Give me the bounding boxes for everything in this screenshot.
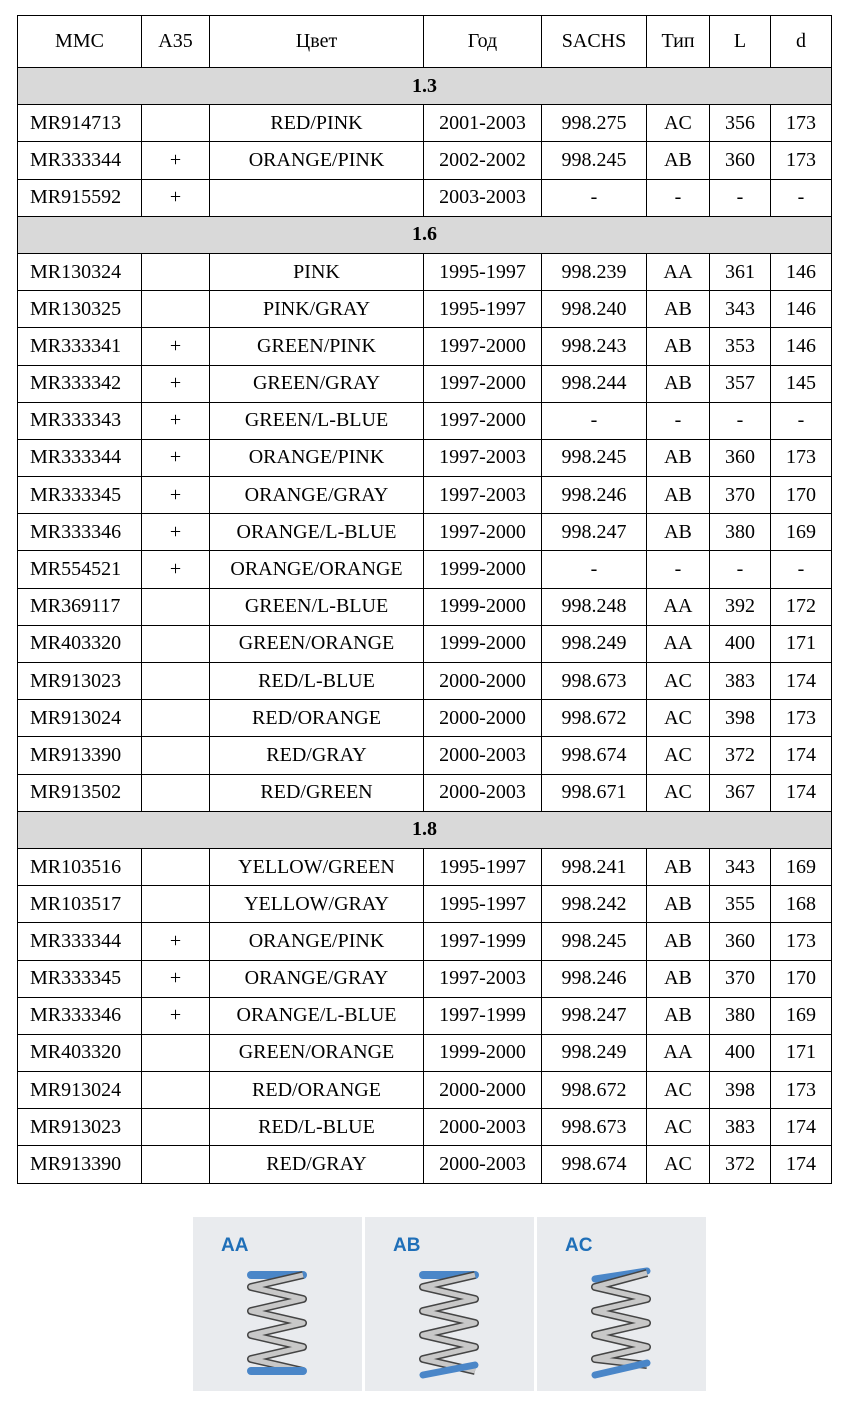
cell-length: 398: [710, 1072, 771, 1109]
table-row: [18, 551, 832, 588]
group-title: 1.3: [18, 68, 832, 105]
cell-type: AB: [647, 142, 710, 179]
cell-length: 360: [710, 923, 771, 960]
cell-diameter: 173: [771, 1072, 832, 1109]
cell-sachs: 998.249: [542, 625, 647, 662]
cell-mmc: MR130324: [18, 253, 142, 290]
cell-sachs: 998.241: [542, 848, 647, 885]
cell-year: 1999-2000: [424, 551, 542, 588]
cell-mmc: MR913390: [18, 737, 142, 774]
cell-diameter: 169: [771, 848, 832, 885]
cell-color: ORANGE/GRAY: [210, 960, 424, 997]
cell-length: 398: [710, 700, 771, 737]
cell-a35: [142, 625, 210, 662]
cell-diameter: 168: [771, 886, 832, 923]
table-row: [18, 923, 832, 960]
cell-length: 372: [710, 737, 771, 774]
table-row: [18, 179, 832, 216]
cell-length: -: [710, 179, 771, 216]
cell-length: 356: [710, 105, 771, 142]
cell-type: AB: [647, 365, 710, 402]
spring-type-label: AB: [393, 1235, 421, 1256]
cell-year: 1997-2003: [424, 477, 542, 514]
cell-length: 355: [710, 886, 771, 923]
cell-year: 1997-2003: [424, 960, 542, 997]
group-header-row: [18, 216, 832, 253]
cell-length: 372: [710, 1146, 771, 1183]
group-title: 1.8: [18, 811, 832, 848]
cell-year: 1999-2000: [424, 1034, 542, 1071]
cell-diameter: -: [771, 551, 832, 588]
table-row: [18, 848, 832, 885]
cell-a35: [142, 588, 210, 625]
cell-a35: [142, 700, 210, 737]
cell-color: ORANGE/ORANGE: [210, 551, 424, 588]
cell-mmc: MR369117: [18, 588, 142, 625]
cell-color: ORANGE/PINK: [210, 142, 424, 179]
cell-a35: +: [142, 551, 210, 588]
header-color: Цвет: [210, 16, 424, 68]
table-row: [18, 886, 832, 923]
spring-type-ac-panel: [537, 1217, 706, 1391]
cell-sachs: 998.672: [542, 700, 647, 737]
cell-color: RED/GREEN: [210, 774, 424, 811]
cell-a35: [142, 1072, 210, 1109]
cell-length: -: [710, 402, 771, 439]
cell-year: 2000-2003: [424, 737, 542, 774]
cell-diameter: 169: [771, 997, 832, 1034]
cell-diameter: 174: [771, 1109, 832, 1146]
cell-length: 380: [710, 997, 771, 1034]
cell-year: 1995-1997: [424, 291, 542, 328]
cell-a35: +: [142, 477, 210, 514]
cell-color: GREEN/GRAY: [210, 365, 424, 402]
cell-color: GREEN/PINK: [210, 328, 424, 365]
cell-year: 2000-2000: [424, 663, 542, 700]
cell-sachs: 998.240: [542, 291, 647, 328]
cell-diameter: 173: [771, 700, 832, 737]
group-header-row: [18, 68, 832, 105]
cell-mmc: MR333346: [18, 997, 142, 1034]
cell-diameter: 171: [771, 1034, 832, 1071]
cell-a35: +: [142, 402, 210, 439]
header-a35: A35: [142, 16, 210, 68]
cell-sachs: 998.242: [542, 886, 647, 923]
cell-year: 1997-2000: [424, 328, 542, 365]
spring-type-label: AA: [221, 1235, 249, 1256]
cell-year: 2001-2003: [424, 105, 542, 142]
table-row: [18, 1109, 832, 1146]
cell-color: GREEN/L-BLUE: [210, 402, 424, 439]
cell-type: AC: [647, 1072, 710, 1109]
cell-type: AB: [647, 291, 710, 328]
cell-mmc: MR913024: [18, 1072, 142, 1109]
cell-type: AB: [647, 960, 710, 997]
cell-mmc: MR403320: [18, 1034, 142, 1071]
cell-type: AC: [647, 737, 710, 774]
table-row: [18, 960, 832, 997]
group-header-row: [18, 811, 832, 848]
cell-sachs: 998.243: [542, 328, 647, 365]
header-sachs: SACHS: [542, 16, 647, 68]
spring-ab-icon: [417, 1265, 481, 1381]
cell-mmc: MR103516: [18, 848, 142, 885]
cell-type: AC: [647, 774, 710, 811]
cell-year: 1997-2003: [424, 439, 542, 476]
cell-length: -: [710, 551, 771, 588]
cell-a35: +: [142, 923, 210, 960]
cell-color: RED/PINK: [210, 105, 424, 142]
cell-color: ORANGE/PINK: [210, 439, 424, 476]
cell-sachs: 998.246: [542, 960, 647, 997]
cell-sachs: 998.249: [542, 1034, 647, 1071]
table-row: [18, 253, 832, 290]
cell-color: YELLOW/GREEN: [210, 848, 424, 885]
cell-year: 2003-2003: [424, 179, 542, 216]
cell-type: AB: [647, 477, 710, 514]
cell-sachs: 998.245: [542, 923, 647, 960]
cell-length: 370: [710, 960, 771, 997]
cell-year: 2000-2000: [424, 1072, 542, 1109]
cell-color: RED/ORANGE: [210, 700, 424, 737]
cell-length: 380: [710, 514, 771, 551]
cell-year: 1997-2000: [424, 402, 542, 439]
cell-type: AA: [647, 1034, 710, 1071]
cell-year: 1995-1997: [424, 886, 542, 923]
cell-diameter: 174: [771, 774, 832, 811]
spring-type-legend: [193, 1217, 705, 1391]
header-year: Год: [424, 16, 542, 68]
cell-type: AA: [647, 588, 710, 625]
cell-color: PINK/GRAY: [210, 291, 424, 328]
cell-diameter: 173: [771, 105, 832, 142]
cell-mmc: MR333344: [18, 923, 142, 960]
header-length: L: [710, 16, 771, 68]
cell-year: 1995-1997: [424, 848, 542, 885]
cell-diameter: 170: [771, 477, 832, 514]
cell-mmc: MR403320: [18, 625, 142, 662]
cell-year: 2000-2003: [424, 774, 542, 811]
cell-a35: +: [142, 179, 210, 216]
cell-diameter: -: [771, 179, 832, 216]
cell-mmc: MR913502: [18, 774, 142, 811]
cell-sachs: 998.245: [542, 142, 647, 179]
cell-length: 357: [710, 365, 771, 402]
table-body: [18, 68, 832, 1184]
cell-sachs: 998.248: [542, 588, 647, 625]
cell-sachs: 998.247: [542, 997, 647, 1034]
table-row: [18, 737, 832, 774]
cell-diameter: 146: [771, 291, 832, 328]
table-row: [18, 402, 832, 439]
cell-length: 392: [710, 588, 771, 625]
cell-length: 400: [710, 1034, 771, 1071]
cell-mmc: MR333345: [18, 477, 142, 514]
cell-type: AC: [647, 700, 710, 737]
cell-a35: +: [142, 439, 210, 476]
table-row: [18, 1146, 832, 1183]
cell-color: GREEN/L-BLUE: [210, 588, 424, 625]
cell-year: 2000-2003: [424, 1109, 542, 1146]
cell-year: 2000-2003: [424, 1146, 542, 1183]
cell-sachs: -: [542, 179, 647, 216]
table-row: [18, 1034, 832, 1071]
cell-length: 400: [710, 625, 771, 662]
cell-type: AA: [647, 253, 710, 290]
cell-type: AC: [647, 1109, 710, 1146]
cell-mmc: MR333345: [18, 960, 142, 997]
cell-sachs: 998.673: [542, 663, 647, 700]
cell-mmc: MR130325: [18, 291, 142, 328]
spring-table: [17, 15, 832, 1184]
cell-type: AB: [647, 328, 710, 365]
cell-length: 361: [710, 253, 771, 290]
table-row: [18, 625, 832, 662]
cell-sachs: 998.674: [542, 737, 647, 774]
table-row: [18, 774, 832, 811]
table-row: [18, 105, 832, 142]
cell-year: 1997-1999: [424, 997, 542, 1034]
cell-length: 353: [710, 328, 771, 365]
cell-year: 2000-2000: [424, 700, 542, 737]
cell-year: 1997-2000: [424, 514, 542, 551]
table-row: [18, 142, 832, 179]
cell-mmc: MR333344: [18, 439, 142, 476]
cell-length: 343: [710, 291, 771, 328]
spring-type-label: AC: [565, 1235, 593, 1256]
table-row: [18, 1072, 832, 1109]
cell-sachs: 998.246: [542, 477, 647, 514]
cell-mmc: MR333341: [18, 328, 142, 365]
header-diameter: d: [771, 16, 832, 68]
spring-type-aa-panel: [193, 1217, 362, 1391]
cell-year: 1999-2000: [424, 625, 542, 662]
spring-ac-icon: [589, 1265, 653, 1381]
cell-type: AB: [647, 439, 710, 476]
cell-year: 2002-2002: [424, 142, 542, 179]
cell-a35: [142, 291, 210, 328]
cell-sachs: 998.244: [542, 365, 647, 402]
cell-diameter: 146: [771, 253, 832, 290]
header-row: [18, 16, 832, 68]
cell-type: -: [647, 402, 710, 439]
cell-color: GREEN/ORANGE: [210, 625, 424, 662]
cell-mmc: MR333342: [18, 365, 142, 402]
cell-a35: [142, 253, 210, 290]
cell-mmc: MR913390: [18, 1146, 142, 1183]
cell-type: AA: [647, 625, 710, 662]
table-row: [18, 439, 832, 476]
cell-mmc: MR914713: [18, 105, 142, 142]
cell-diameter: 174: [771, 737, 832, 774]
cell-type: AC: [647, 105, 710, 142]
cell-diameter: 173: [771, 439, 832, 476]
cell-a35: +: [142, 960, 210, 997]
cell-type: AB: [647, 923, 710, 960]
table-row: [18, 700, 832, 737]
cell-length: 383: [710, 663, 771, 700]
table-row: [18, 328, 832, 365]
table-row: [18, 514, 832, 551]
cell-a35: [142, 1034, 210, 1071]
cell-a35: +: [142, 328, 210, 365]
cell-color: ORANGE/GRAY: [210, 477, 424, 514]
table-row: [18, 588, 832, 625]
group-title: 1.6: [18, 216, 832, 253]
cell-color: RED/ORANGE: [210, 1072, 424, 1109]
cell-diameter: 174: [771, 1146, 832, 1183]
cell-color: ORANGE/L-BLUE: [210, 997, 424, 1034]
table-row: [18, 365, 832, 402]
cell-type: AB: [647, 886, 710, 923]
cell-diameter: 173: [771, 142, 832, 179]
cell-color: [210, 179, 424, 216]
cell-mmc: MR333343: [18, 402, 142, 439]
cell-sachs: -: [542, 551, 647, 588]
cell-a35: [142, 105, 210, 142]
cell-sachs: 998.672: [542, 1072, 647, 1109]
cell-mmc: MR913024: [18, 700, 142, 737]
cell-color: ORANGE/L-BLUE: [210, 514, 424, 551]
cell-length: 360: [710, 142, 771, 179]
cell-length: 370: [710, 477, 771, 514]
cell-sachs: 998.671: [542, 774, 647, 811]
cell-mmc: MR913023: [18, 663, 142, 700]
cell-color: PINK: [210, 253, 424, 290]
table-row: [18, 663, 832, 700]
cell-color: RED/GRAY: [210, 1146, 424, 1183]
cell-a35: +: [142, 365, 210, 402]
cell-diameter: 171: [771, 625, 832, 662]
cell-type: AB: [647, 997, 710, 1034]
cell-color: ORANGE/PINK: [210, 923, 424, 960]
cell-length: 343: [710, 848, 771, 885]
cell-type: -: [647, 179, 710, 216]
cell-color: YELLOW/GRAY: [210, 886, 424, 923]
cell-mmc: MR913023: [18, 1109, 142, 1146]
cell-type: AC: [647, 663, 710, 700]
table-row: [18, 997, 832, 1034]
header-type: Тип: [647, 16, 710, 68]
cell-a35: [142, 737, 210, 774]
cell-sachs: 998.239: [542, 253, 647, 290]
cell-type: AC: [647, 1146, 710, 1183]
cell-a35: [142, 663, 210, 700]
cell-mmc: MR333344: [18, 142, 142, 179]
cell-diameter: 146: [771, 328, 832, 365]
cell-sachs: 998.275: [542, 105, 647, 142]
cell-mmc: MR103517: [18, 886, 142, 923]
cell-diameter: 145: [771, 365, 832, 402]
cell-diameter: 170: [771, 960, 832, 997]
header-mmc: MMC: [18, 16, 142, 68]
table-row: [18, 291, 832, 328]
cell-a35: [142, 848, 210, 885]
cell-year: 1995-1997: [424, 253, 542, 290]
cell-year: 1999-2000: [424, 588, 542, 625]
cell-type: AB: [647, 848, 710, 885]
cell-a35: +: [142, 997, 210, 1034]
cell-type: AB: [647, 514, 710, 551]
cell-sachs: 998.674: [542, 1146, 647, 1183]
cell-color: RED/L-BLUE: [210, 1109, 424, 1146]
cell-mmc: MR333346: [18, 514, 142, 551]
cell-a35: [142, 1109, 210, 1146]
cell-diameter: 173: [771, 923, 832, 960]
cell-a35: [142, 1146, 210, 1183]
cell-color: GREEN/ORANGE: [210, 1034, 424, 1071]
cell-length: 383: [710, 1109, 771, 1146]
cell-length: 360: [710, 439, 771, 476]
cell-diameter: -: [771, 402, 832, 439]
cell-color: RED/GRAY: [210, 737, 424, 774]
table-row: [18, 477, 832, 514]
cell-a35: [142, 774, 210, 811]
cell-color: RED/L-BLUE: [210, 663, 424, 700]
cell-sachs: -: [542, 402, 647, 439]
cell-a35: +: [142, 142, 210, 179]
cell-diameter: 172: [771, 588, 832, 625]
cell-sachs: 998.673: [542, 1109, 647, 1146]
cell-sachs: 998.247: [542, 514, 647, 551]
cell-type: -: [647, 551, 710, 588]
spring-type-ab-panel: [365, 1217, 534, 1391]
cell-a35: [142, 886, 210, 923]
cell-length: 367: [710, 774, 771, 811]
cell-diameter: 174: [771, 663, 832, 700]
cell-sachs: 998.245: [542, 439, 647, 476]
cell-diameter: 169: [771, 514, 832, 551]
cell-mmc: MR915592: [18, 179, 142, 216]
cell-year: 1997-2000: [424, 365, 542, 402]
cell-year: 1997-1999: [424, 923, 542, 960]
cell-mmc: MR554521: [18, 551, 142, 588]
spring-aa-icon: [245, 1265, 309, 1381]
cell-a35: +: [142, 514, 210, 551]
